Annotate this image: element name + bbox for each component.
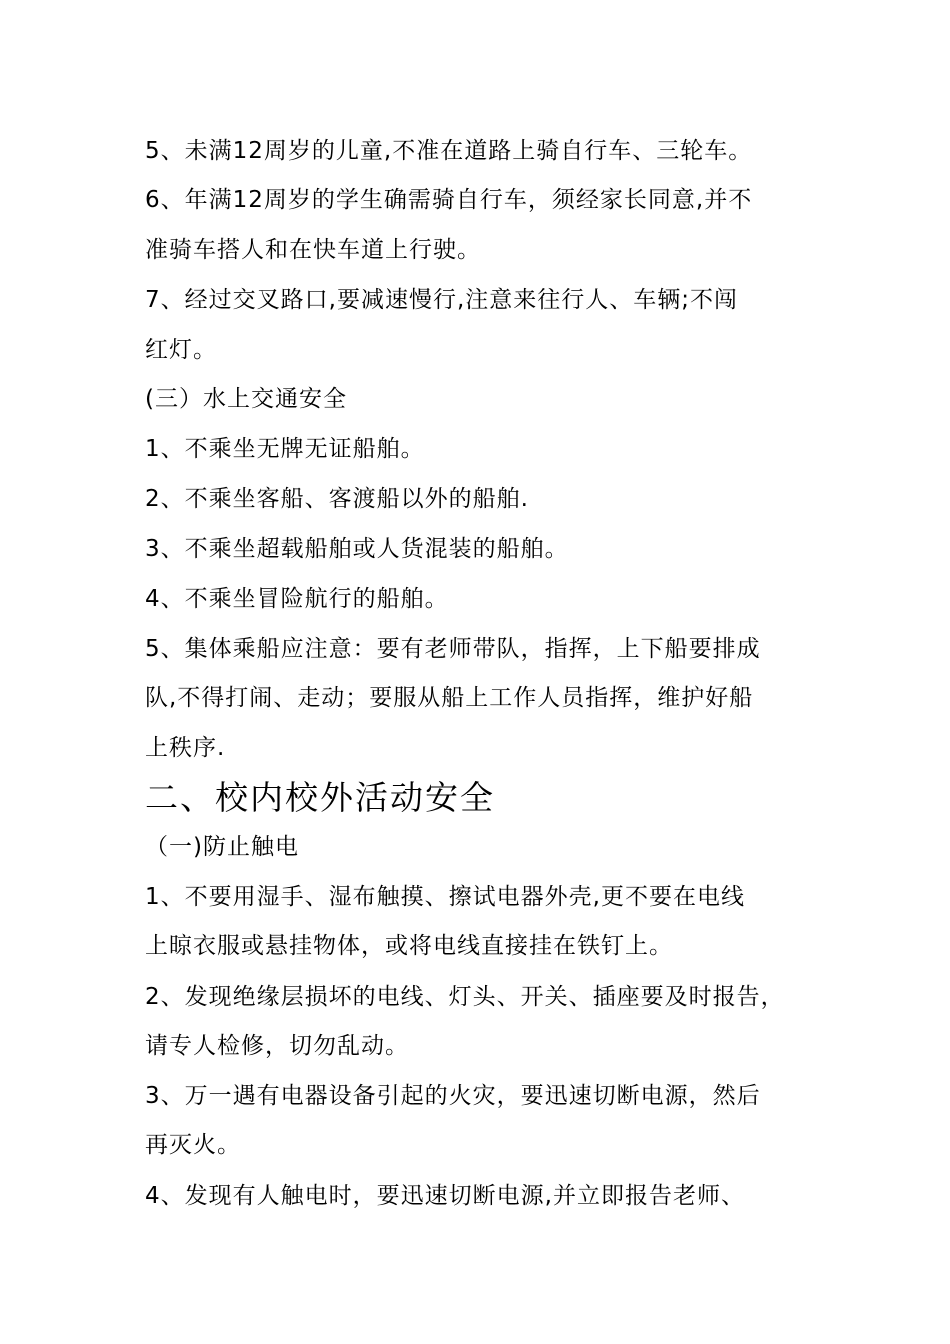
paragraph-line: 6、年满12周岁的学生确需骑自行车，须经家长同意,并不 — [145, 187, 753, 213]
paragraph-line: 5、集体乘船应注意：要有老师带队，指挥，上下船要排成 — [145, 636, 761, 662]
section-subheading: （一)防止触电 — [145, 834, 299, 860]
paragraph-line: 3、万一遇有电器设备引起的火灾，要迅速切断电源，然后 — [145, 1083, 761, 1109]
paragraph-line: 4、发现有人触电时，要迅速切断电源,并立即报告老师、 — [145, 1183, 745, 1209]
paragraph-line: 准骑车搭人和在快车道上行驶。 — [145, 237, 481, 263]
paragraph-line: 上秩序. — [145, 735, 226, 761]
paragraph-line: 1、不乘坐无牌无证船舶。 — [145, 436, 425, 462]
paragraph-line: 5、未满12周岁的儿童,不准在道路上骑自行车、三轮车。 — [145, 138, 753, 164]
section-heading: 二、校内校外活动安全 — [145, 778, 495, 817]
paragraph-line: 再灭火。 — [145, 1132, 241, 1158]
paragraph-line: 1、不要用湿手、湿布触摸、擦试电器外壳,更不要在电线 — [145, 884, 745, 910]
paragraph-line: 请专人检修，切勿乱动。 — [145, 1033, 409, 1059]
paragraph-line: 3、不乘坐超载船舶或人货混装的船舶。 — [145, 536, 569, 562]
paragraph-line: 上晾衣服或悬挂物体，或将电线直接挂在铁钉上。 — [145, 933, 673, 959]
paragraph-line: 4、不乘坐冒险航行的船舶。 — [145, 586, 449, 612]
paragraph-line: 2、不乘坐客船、客渡船以外的船舶. — [145, 486, 529, 512]
paragraph-line: 红灯。 — [145, 337, 217, 363]
section-subheading: (三）水上交通安全 — [145, 386, 347, 412]
paragraph-line: 队,不得打闹、走动；要服从船上工作人员指挥，维护好船 — [145, 685, 754, 711]
paragraph-line: 2、发现绝缘层损坏的电线、灯头、开关、插座要及时报告， — [145, 984, 785, 1010]
paragraph-line: 7、经过交叉路口,要减速慢行,注意来往行人、车辆;不闯 — [145, 287, 739, 313]
